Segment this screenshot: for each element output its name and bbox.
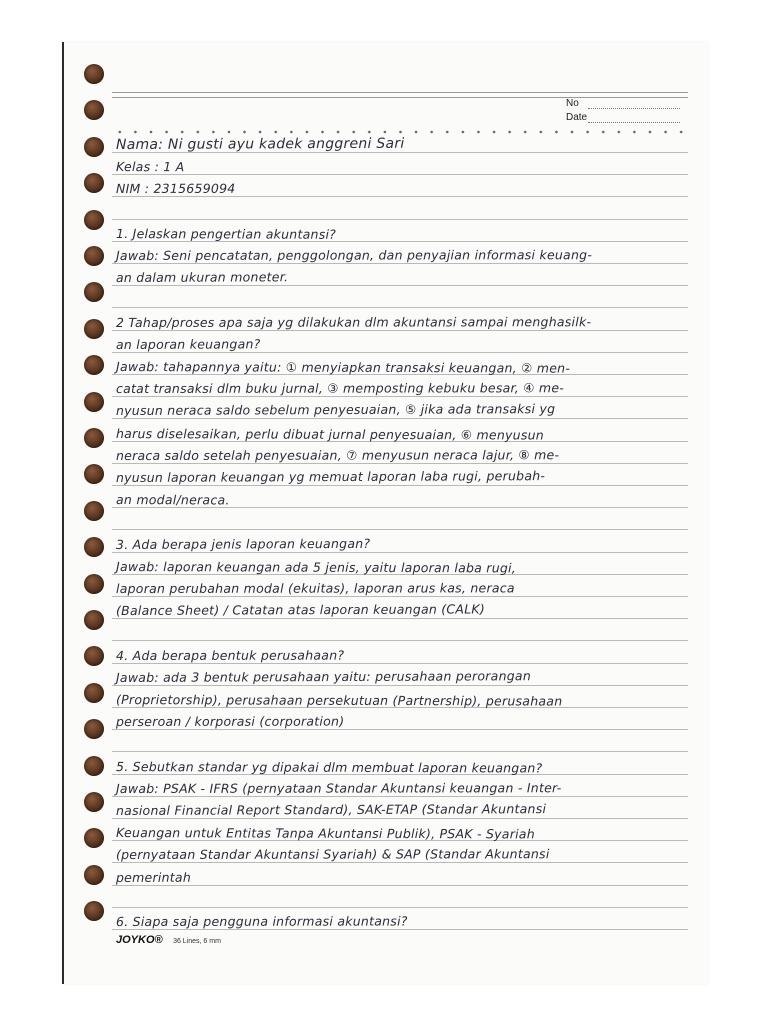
binder-hole [84,865,104,885]
text-line: 1. Jelaskan pengertian akuntansi? [116,225,337,242]
text-line: an modal/neraca. [116,492,230,508]
no-label: No [566,98,579,109]
binder-hole [84,246,104,266]
ruled-line [112,751,688,752]
notebook-page [62,42,708,984]
binder-hole [84,610,104,630]
text-line: (Proprietorship), perusahaan persekutuan (Partnership), perusahaan [116,692,563,709]
text-line: nyusun neraca saldo sebelum penyesuaian, ⑤ jika ada transaksi yg [115,401,556,419]
brand-logo: JOYKO® [116,934,163,946]
binder-hole [84,100,104,120]
binder-hole [84,64,104,84]
ruled-line [112,396,688,397]
ruled-line [112,307,688,308]
ruled-line [112,352,688,353]
ruled-line [112,618,688,619]
ruled-line [112,685,688,686]
ruled-line [112,285,688,286]
binder-hole [84,646,104,666]
binder-hole [84,210,104,230]
ruled-line [112,418,688,419]
binder-hole [84,392,104,412]
text-line: an laporan keuangan? [115,336,261,352]
ruled-line [112,463,688,464]
binder-hole [84,137,104,157]
text-line: Kelas : 1 A [116,159,185,175]
text-line: 3. Ada berapa jenis laporan keuangan? [115,535,371,552]
text-line: 5. Sebutkan standar yg dipakai dlm membuat laporan keuangan? [116,758,543,776]
header-band [112,92,688,98]
binder-hole [84,792,104,812]
binder-hole [84,756,104,776]
binder-hole [84,901,104,921]
text-line: Jawab: laporan keuangan ada 5 jenis, yaitu laporan laba rugi, [116,558,517,576]
text-line: nyusun laporan keuangan yg memuat laporan laba rugi, perubah- [115,468,546,485]
ruled-line [112,552,688,553]
ruled-line [112,596,688,597]
ruled-line [112,907,688,908]
text-line: Jawab: Seni pencatatan, penggolongan, dan penyajian informasi keuang- [115,247,593,263]
text-line: 6. Siapa saja pengguna informasi akuntansi? [115,913,408,929]
ruled-line [112,263,688,264]
text-line: harus diselesaikan, perlu dibuat jurnal penyesuaian, ⑥ menyusun [116,425,545,443]
ruled-line [112,219,688,220]
ruled-line [112,196,688,197]
text-line: (Balance Sheet) / Catatan atas laporan keuangan (CALK) [115,601,486,619]
binder-hole [84,464,104,484]
brand-spec: 36 Lines, 6 mm [173,938,221,945]
text-line: NIM : 2315659094 [115,181,236,197]
brand-footer [116,930,221,948]
text-line: 4. Ada berapa bentuk perusahaan? [115,647,345,663]
binder-hole [84,319,104,339]
ruled-line [112,529,688,530]
text-line: catat transaksi dlm buku jurnal, ③ memposting kebuku besar, ④ me- [115,380,565,397]
binder-hole [84,282,104,302]
ruled-line [112,485,688,486]
text-line: Nama: Ni gusti ayu kadek anggreni Sari [115,135,405,153]
text-line: an dalam ukuran moneter. [115,269,289,286]
binder-hole [84,828,104,848]
ruled-line [112,885,688,886]
binder-hole [84,428,104,448]
text-line: neraca saldo setelah penyesuaian, ⑦ menyusun neraca lajur, ⑧ me- [115,447,560,463]
text-line: laporan perubahan modal (ekuitas), laporan arus kas, neraca [115,580,515,596]
binder-hole [84,719,104,739]
text-line: nasional Financial Report Standard), SAK-ETAP (Standar Akuntansi [115,801,547,818]
binder-hole [84,574,104,594]
binder-hole [84,355,104,375]
ruled-line [112,640,688,641]
ruled-line [112,818,688,819]
text-line: Jawab: PSAK - IFRS (pernyataan Standar Akuntansi keuangan - Inter- [115,780,562,796]
binder-hole [84,173,104,193]
binder-hole [84,537,104,557]
binder-hole [84,501,104,521]
text-line: Jawab: ada 3 bentuk perusahaan yaitu: perusahaan perorangan [115,667,532,685]
dotted-rule [112,130,688,134]
ruled-line [112,729,688,730]
date-label: Date [566,112,587,123]
binder-hole [84,683,104,703]
text-line: 2 Tahap/proses apa saja yg dilakukan dlm akuntansi sampai menghasilk- [115,313,592,330]
text-line: perseroan / korporasi (corporation) [115,713,345,730]
text-line: pemerintah [115,869,192,885]
ruled-line [112,862,688,863]
text-line: Keuangan untuk Entitas Tanpa Akuntansi Publik), PSAK - Syariah [116,825,535,842]
text-line: (pernyataan Standar Akuntansi Syariah) & SAP (Standar Akuntansi [115,846,550,863]
text-line: Jawab: tahapannya yaitu: ① menyiapkan transaksi keuangan, ② men- [116,359,571,376]
ruled-line [112,796,688,797]
